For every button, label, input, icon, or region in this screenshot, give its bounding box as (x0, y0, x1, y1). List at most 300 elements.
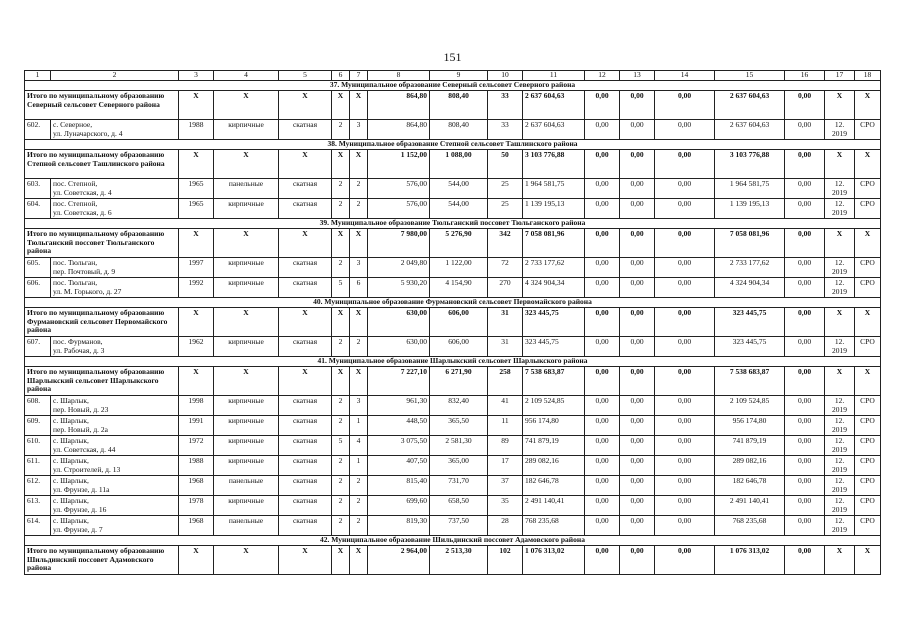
cell-cost-total: 768 235,68 (523, 516, 585, 536)
section-title-row (25, 140, 881, 150)
total-cell: 0,00 (655, 150, 715, 179)
section-title-row (25, 536, 881, 546)
total-cell: 0,00 (585, 546, 620, 575)
date-year: 2019 (832, 484, 847, 494)
cell-other: 0,00 (785, 199, 825, 219)
cell-f3: 0,00 (655, 436, 715, 456)
cell-cost-total: 2 109 524,85 (523, 396, 585, 416)
total-cell: 0,00 (585, 91, 620, 120)
total-cell: 342 (488, 229, 523, 258)
total-cell: 1 088,00 (430, 150, 488, 179)
date-month: 12. (834, 516, 845, 525)
cell-f1: 0,00 (585, 337, 620, 357)
row-number: 608. (25, 396, 51, 416)
total-cell: 0,00 (585, 150, 620, 179)
section-title-row (25, 298, 881, 308)
table-row (25, 120, 881, 140)
table-row (25, 436, 881, 456)
cell-floors: 2 (332, 199, 350, 219)
row-number: 604. (25, 199, 51, 219)
cell-year: 1992 (179, 278, 214, 298)
cell-area-total: 5 930,20 (368, 278, 430, 298)
cell-area-living: 365,50 (430, 416, 488, 436)
total-cell: 0,00 (655, 308, 715, 337)
total-cell: 2 513,30 (430, 546, 488, 575)
total-cell: 0,00 (785, 546, 825, 575)
cell-f3: 0,00 (655, 456, 715, 476)
address-cell (51, 456, 179, 476)
cell-own: 741 879,19 (715, 436, 785, 456)
cell-f2: 0,00 (620, 337, 655, 357)
cell-walls: кирпичные (214, 258, 279, 278)
cell-other: 0,00 (785, 278, 825, 298)
date-year: 2019 (832, 524, 847, 534)
cell-f2: 0,00 (620, 416, 655, 436)
column-number: 13 (620, 71, 655, 81)
column-number: 14 (655, 71, 715, 81)
cell-walls: панельные (214, 179, 279, 199)
cell-f3: 0,00 (655, 337, 715, 357)
total-cell: X (332, 91, 350, 120)
row-number: 614. (25, 516, 51, 536)
cell-area-living: 606,00 (430, 337, 488, 357)
table-row (25, 516, 881, 536)
total-cell: X (332, 546, 350, 575)
date-month: 12. (834, 476, 845, 485)
row-number: 602. (25, 120, 51, 140)
capital-repair-table (24, 70, 881, 575)
cell-method: СРО (855, 516, 881, 536)
cell-year: 1991 (179, 416, 214, 436)
cell-residents: 35 (488, 496, 523, 516)
total-cell: 7 058 081,96 (715, 229, 785, 258)
section-total-row (25, 229, 881, 258)
cell-cost-total: 1 964 581,75 (523, 179, 585, 199)
cell-cost-total: 289 082,16 (523, 456, 585, 476)
address-cell (51, 516, 179, 536)
table-row (25, 258, 881, 278)
total-cell: 0,00 (585, 229, 620, 258)
cell-other: 0,00 (785, 436, 825, 456)
row-number: 612. (25, 476, 51, 496)
address-line-1: с. Шарлык, (53, 516, 89, 525)
cell-walls: кирпичные (214, 496, 279, 516)
cell-area-living: 544,00 (430, 179, 488, 199)
cell-floors: 2 (332, 258, 350, 278)
cell-year: 1965 (179, 199, 214, 219)
total-cell: 5 276,90 (430, 229, 488, 258)
cell-f2: 0,00 (620, 278, 655, 298)
total-cell: 323 445,75 (523, 308, 585, 337)
total-cell: 808,40 (430, 91, 488, 120)
date-year: 2019 (832, 464, 847, 474)
total-cell: 1 076 313,02 (715, 546, 785, 575)
cell-method: СРО (855, 278, 881, 298)
cell-f2: 0,00 (620, 496, 655, 516)
cell-f2: 0,00 (620, 258, 655, 278)
date-year: 2019 (832, 128, 847, 138)
cell-cost-total: 2 491 140,41 (523, 496, 585, 516)
total-cell: X (179, 91, 214, 120)
cell-residents: 28 (488, 516, 523, 536)
address-cell (51, 120, 179, 140)
address-cell (51, 396, 179, 416)
cell-area-total: 630,00 (368, 337, 430, 357)
total-cell: X (825, 150, 855, 179)
total-cell: X (350, 150, 368, 179)
column-number: 10 (488, 71, 523, 81)
total-cell: X (855, 367, 881, 396)
row-number: 603. (25, 179, 51, 199)
cell-f3: 0,00 (655, 258, 715, 278)
cell-other: 0,00 (785, 120, 825, 140)
cell-floors: 2 (332, 476, 350, 496)
cell-roof: скатная (279, 337, 332, 357)
cell-walls: панельные (214, 476, 279, 496)
cell-area-living: 4 154,90 (430, 278, 488, 298)
date-cell (825, 436, 855, 456)
total-cell: X (825, 229, 855, 258)
table-row (25, 396, 881, 416)
date-cell (825, 456, 855, 476)
total-cell: X (825, 546, 855, 575)
row-number: 609. (25, 416, 51, 436)
cell-f1: 0,00 (585, 456, 620, 476)
cell-area-living: 808,40 (430, 120, 488, 140)
cell-roof: скатная (279, 416, 332, 436)
cell-own: 2 637 604,63 (715, 120, 785, 140)
date-cell (825, 179, 855, 199)
total-cell: 2 964,00 (368, 546, 430, 575)
total-cell: X (350, 91, 368, 120)
total-cell: 0,00 (620, 546, 655, 575)
address-cell (51, 258, 179, 278)
cell-cost-total: 182 646,78 (523, 476, 585, 496)
cell-other: 0,00 (785, 179, 825, 199)
address-cell (51, 337, 179, 357)
column-number: 1 (25, 71, 51, 81)
total-cell: X (855, 546, 881, 575)
cell-f3: 0,00 (655, 396, 715, 416)
row-number: 610. (25, 436, 51, 456)
total-cell: 0,00 (655, 367, 715, 396)
cell-other: 0,00 (785, 416, 825, 436)
total-cell: 3 103 776,88 (715, 150, 785, 179)
date-month: 12. (834, 120, 845, 129)
cell-method: СРО (855, 337, 881, 357)
total-cell: X (179, 308, 214, 337)
cell-walls: кирпичные (214, 396, 279, 416)
cell-roof: скатная (279, 436, 332, 456)
section-total-row (25, 367, 881, 396)
cell-year: 1998 (179, 396, 214, 416)
total-cell: X (214, 546, 279, 575)
cell-other: 0,00 (785, 496, 825, 516)
cell-entrances: 1 (350, 456, 368, 476)
cell-floors: 2 (332, 516, 350, 536)
cell-area-total: 407,50 (368, 456, 430, 476)
date-year: 2019 (832, 424, 847, 434)
cell-f1: 0,00 (585, 476, 620, 496)
cell-entrances: 3 (350, 396, 368, 416)
cell-floors: 5 (332, 278, 350, 298)
cell-residents: 11 (488, 416, 523, 436)
section-total-row (25, 91, 881, 120)
table-row (25, 476, 881, 496)
date-month: 12. (834, 258, 845, 267)
row-number: 613. (25, 496, 51, 516)
date-year: 2019 (832, 207, 847, 217)
cell-f3: 0,00 (655, 476, 715, 496)
total-label: Итого по муниципальному образованию Тюльганский поссовет Тюльганского района (25, 229, 179, 258)
cell-own: 289 082,16 (715, 456, 785, 476)
cell-walls: кирпичные (214, 436, 279, 456)
total-cell: 630,00 (368, 308, 430, 337)
cell-cost-total: 1 139 195,13 (523, 199, 585, 219)
section-title-row (25, 219, 881, 229)
total-cell: X (279, 150, 332, 179)
cell-walls: кирпичные (214, 416, 279, 436)
address-line-1: пос. Тюльган, (53, 278, 98, 287)
address-line-1: пос. Степной, (53, 199, 98, 208)
cell-roof: скатная (279, 396, 332, 416)
cell-other: 0,00 (785, 396, 825, 416)
cell-residents: 89 (488, 436, 523, 456)
row-number: 605. (25, 258, 51, 278)
total-cell: X (855, 150, 881, 179)
date-month: 12. (834, 278, 845, 287)
cell-entrances: 2 (350, 476, 368, 496)
total-cell: X (825, 308, 855, 337)
total-cell: X (214, 367, 279, 396)
cell-f1: 0,00 (585, 396, 620, 416)
cell-method: СРО (855, 456, 881, 476)
cell-area-living: 737,50 (430, 516, 488, 536)
total-cell: 0,00 (655, 91, 715, 120)
cell-method: СРО (855, 476, 881, 496)
cell-own: 768 235,68 (715, 516, 785, 536)
cell-f3: 0,00 (655, 416, 715, 436)
cell-area-living: 544,00 (430, 199, 488, 219)
date-year: 2019 (832, 266, 847, 276)
cell-cost-total: 2 637 604,63 (523, 120, 585, 140)
total-cell: 0,00 (620, 229, 655, 258)
cell-area-total: 961,30 (368, 396, 430, 416)
total-cell: 0,00 (585, 308, 620, 337)
cell-area-living: 832,40 (430, 396, 488, 416)
total-cell: 0,00 (655, 229, 715, 258)
cell-f3: 0,00 (655, 516, 715, 536)
cell-own: 323 445,75 (715, 337, 785, 357)
address-line-1: с. Шарлык, (53, 396, 89, 405)
cell-year: 1988 (179, 456, 214, 476)
cell-walls: кирпичные (214, 199, 279, 219)
cell-walls: кирпичные (214, 120, 279, 140)
total-cell: 0,00 (785, 91, 825, 120)
total-cell: 7 058 081,96 (523, 229, 585, 258)
cell-entrances: 2 (350, 179, 368, 199)
cell-year: 1965 (179, 179, 214, 199)
cell-year: 1968 (179, 476, 214, 496)
total-cell: X (855, 229, 881, 258)
cell-area-living: 2 581,30 (430, 436, 488, 456)
total-label: Итого по муниципальному образованию Северный сельсовет Северного района (25, 91, 179, 120)
total-cell: X (214, 308, 279, 337)
cell-f2: 0,00 (620, 120, 655, 140)
address-line-2: ул. Фрунзе, д. 16 (53, 504, 107, 514)
cell-year: 1988 (179, 120, 214, 140)
table-row (25, 337, 881, 357)
cell-f1: 0,00 (585, 278, 620, 298)
date-month: 12. (834, 416, 845, 425)
cell-walls: панельные (214, 516, 279, 536)
cell-f1: 0,00 (585, 199, 620, 219)
date-cell (825, 337, 855, 357)
total-cell: X (214, 91, 279, 120)
cell-entrances: 6 (350, 278, 368, 298)
cell-f1: 0,00 (585, 496, 620, 516)
address-line-2: пер. Новый, д. 23 (53, 404, 109, 414)
cell-area-living: 731,70 (430, 476, 488, 496)
cell-f1: 0,00 (585, 179, 620, 199)
total-cell: 0,00 (785, 150, 825, 179)
total-cell: X (825, 367, 855, 396)
total-cell: X (332, 150, 350, 179)
section-title-row (25, 81, 881, 91)
address-line-2: ул. Рабочая, д. 3 (53, 345, 105, 355)
cell-entrances: 2 (350, 337, 368, 357)
total-cell: 0,00 (785, 229, 825, 258)
address-cell (51, 416, 179, 436)
cell-cost-total: 4 324 904,34 (523, 278, 585, 298)
date-cell (825, 199, 855, 219)
cell-method: СРО (855, 258, 881, 278)
date-cell (825, 416, 855, 436)
cell-year: 1968 (179, 516, 214, 536)
cell-floors: 2 (332, 179, 350, 199)
section-title: 40. Муниципальное образование Фурмановский сельсовет Первомайского района (25, 298, 881, 308)
address-line-1: пос. Тюльган, (53, 258, 98, 267)
address-line-2: пер. Новый, д. 2а (53, 424, 108, 434)
date-cell (825, 258, 855, 278)
cell-walls: кирпичные (214, 456, 279, 476)
cell-floors: 2 (332, 120, 350, 140)
cell-roof: скатная (279, 278, 332, 298)
address-line-2: ул. Фрунзе, д. 11а (53, 484, 110, 494)
date-cell (825, 120, 855, 140)
cell-area-total: 3 075,50 (368, 436, 430, 456)
cell-method: СРО (855, 120, 881, 140)
cell-year: 1978 (179, 496, 214, 516)
cell-year: 1997 (179, 258, 214, 278)
cell-area-total: 864,80 (368, 120, 430, 140)
section-title: 41. Муниципальное образование Шарлыкский сельсовет Шарлыкского района (25, 357, 881, 367)
total-cell: 0,00 (585, 367, 620, 396)
date-month: 12. (834, 456, 845, 465)
address-line-2: ул. Луначарского, д. 4 (53, 128, 123, 138)
cell-f2: 0,00 (620, 476, 655, 496)
cell-area-total: 448,50 (368, 416, 430, 436)
column-number: 9 (430, 71, 488, 81)
date-year: 2019 (832, 286, 847, 296)
address-cell (51, 436, 179, 456)
cell-roof: скатная (279, 476, 332, 496)
section-title-row (25, 357, 881, 367)
column-number-row (25, 71, 881, 81)
total-cell: X (279, 91, 332, 120)
date-cell (825, 516, 855, 536)
cell-residents: 37 (488, 476, 523, 496)
date-month: 12. (834, 436, 845, 445)
cell-residents: 31 (488, 337, 523, 357)
cell-entrances: 2 (350, 516, 368, 536)
cell-roof: скатная (279, 516, 332, 536)
date-cell (825, 278, 855, 298)
cell-own: 2 491 140,41 (715, 496, 785, 516)
address-cell (51, 179, 179, 199)
cell-own: 2 733 177,62 (715, 258, 785, 278)
address-line-1: с. Шарлык, (53, 416, 89, 425)
total-cell: X (855, 91, 881, 120)
date-month: 12. (834, 496, 845, 505)
date-cell (825, 396, 855, 416)
cell-area-total: 699,60 (368, 496, 430, 516)
cell-f1: 0,00 (585, 436, 620, 456)
total-cell: 323 445,75 (715, 308, 785, 337)
cell-residents: 72 (488, 258, 523, 278)
table-row (25, 456, 881, 476)
date-year: 2019 (832, 345, 847, 355)
cell-floors: 2 (332, 396, 350, 416)
cell-area-total: 576,00 (368, 179, 430, 199)
total-cell: X (179, 150, 214, 179)
cell-f1: 0,00 (585, 120, 620, 140)
cell-own: 4 324 904,34 (715, 278, 785, 298)
cell-residents: 25 (488, 199, 523, 219)
date-year: 2019 (832, 404, 847, 414)
column-number: 8 (368, 71, 430, 81)
cell-f1: 0,00 (585, 516, 620, 536)
address-line-1: с. Северное, (53, 120, 93, 129)
total-cell: 7 227,10 (368, 367, 430, 396)
cell-own: 1 964 581,75 (715, 179, 785, 199)
total-cell: 0,00 (620, 150, 655, 179)
cell-roof: скатная (279, 120, 332, 140)
total-label: Итого по муниципальному образованию Степной сельсовет Ташлинского района (25, 150, 179, 179)
cell-own: 1 139 195,13 (715, 199, 785, 219)
cell-own: 2 109 524,85 (715, 396, 785, 416)
date-year: 2019 (832, 444, 847, 454)
cell-floors: 2 (332, 456, 350, 476)
total-cell: 0,00 (620, 91, 655, 120)
total-cell: 0,00 (785, 367, 825, 396)
section-total-row (25, 546, 881, 575)
total-cell: X (279, 229, 332, 258)
total-cell: X (332, 229, 350, 258)
address-line-2: ул. Строителей, д. 13 (53, 464, 121, 474)
address-cell (51, 496, 179, 516)
total-cell: X (179, 229, 214, 258)
total-cell: X (855, 308, 881, 337)
total-cell: 7 980,00 (368, 229, 430, 258)
cell-f3: 0,00 (655, 278, 715, 298)
cell-roof: скатная (279, 179, 332, 199)
address-line-2: пер. Почтовый, д. 9 (53, 266, 116, 276)
address-line-1: с. Шарлык, (53, 436, 89, 445)
table-row (25, 199, 881, 219)
cell-f2: 0,00 (620, 436, 655, 456)
total-cell: 6 271,90 (430, 367, 488, 396)
